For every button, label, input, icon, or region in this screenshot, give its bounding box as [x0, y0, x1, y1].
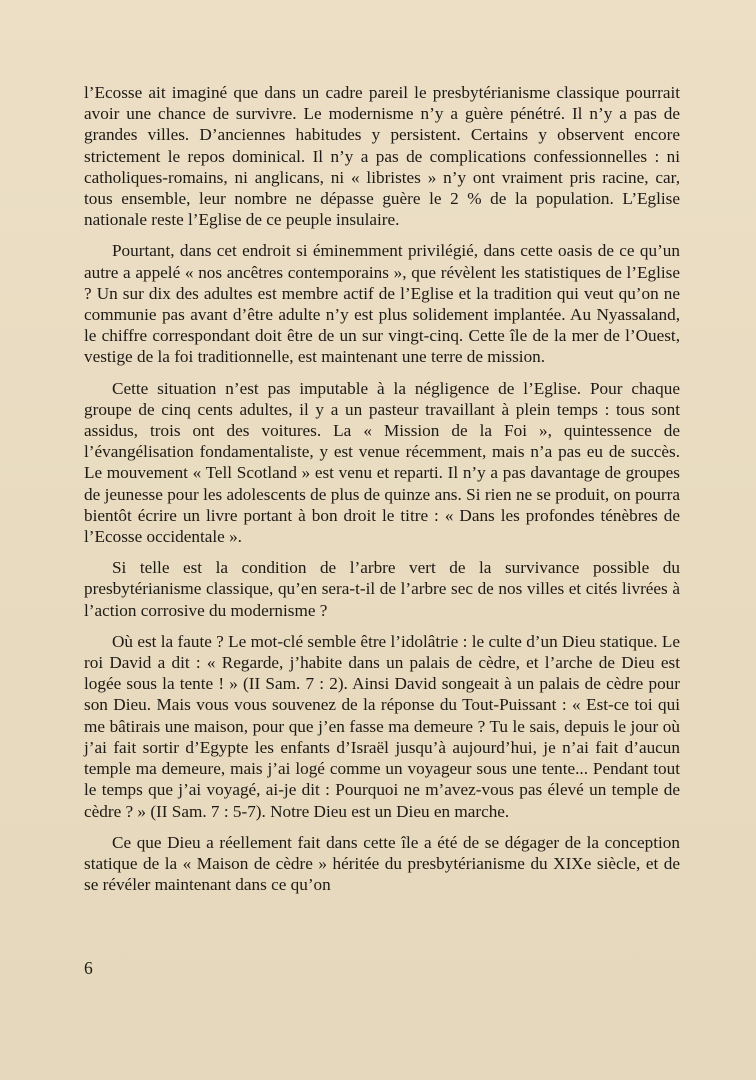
paragraph-5: Où est la faute ? Le mot-clé semble être l’idolâtrie : le culte d’un Dieu statique. Le roi David a dit : « Regarde, j’habite dans un palais de cèdre, et l’arche de Dieu est logée sous la tente ! » (II Sam. 7 : 2). Ainsi David songeait à un palais de cèdre pour son Dieu. Mais vous vous souvenez de la réponse du Tout-Puissant : « Est-ce toi qui me bâtirais une maison, pour que j’en fasse ma demeure ? Tu le sais, depuis le jour où j’ai fait sortir d’Egypte les enfants d’Israël jusqu’à aujourd’hui, je n’ai fait d’aucun temple ma demeure, mais j’ai logé comme un voyageur sous une tente... Pendant tout le temps que j’ai voyagé, ai-je dit : Pourquoi ne m’avez-vous pas élevé un temple de cèdre ? » (II Sam. 7 : 5-7). Notre Dieu est un Dieu en marche.	[84, 631, 680, 821]
paragraph-2: Pourtant, dans cet endroit si éminemment privilégié, dans cette oasis de ce qu’un autre a appelé « nos ancêtres contemporains », que révèlent les statistiques de l’Eglise ? Un sur dix des adultes est membre actif de l’Eglise et la tradition qui veut qu’on ne communie pas avant d’être adulte n’y est plus solidement implantée. Au Nyassaland, le chiffre correspondant doit être de un sur vingt-cinq. Cette île de la mer de l’Ouest, vestige de la foi traditionnelle, est maintenant une terre de mission.	[84, 241, 680, 367]
paragraph-3: Cette situation n’est pas imputable à la négligence de l’Eglise. Pour chaque groupe de cinq cents adultes, il y a un pasteur travaillant à plein temps : tous sont assidus, trois ont des voitures. La « Mission de la Foi », quintessence de l’évangélisation fondamentaliste, y est venue récemment, mais n’a pas eu de succès. Le mouvement « Tell Scotland » est venu et reparti. Il n’y a pas davantage de groupes de jeunesse pour les adolescents de plus de quinze ans. Si rien ne se produit, on pourra bientôt écrire un livre portant à bon droit le titre : « Dans les profondes ténèbres de l’Ecosse occidentale ».	[84, 378, 680, 547]
page-number: 6	[84, 958, 93, 978]
paragraph-4: Si telle est la condition de l’arbre vert de la survivance possible du presbytérianisme classique, qu’en sera-t-il de l’arbre sec de nos villes et cités livrées à l’action corrosive du modernisme ?	[84, 558, 680, 620]
paragraph-6: Ce que Dieu a réellement fait dans cette île a été de se dégager de la conception statique de la « Maison de cèdre » héritée du presbytérianisme du XIXe siècle, et de se révéler maintenant dans ce qu’on	[84, 832, 680, 895]
body-text	[84, 82, 680, 905]
paragraph-1: l’Ecosse ait imaginé que dans un cadre pareil le presbytérianisme classique pourrait avoir une chance de survivre. Le modernisme n’y a guère pénétré. Il n’y a pas de grandes villes. D’anciennes habitudes y persistent. Certains y observent encore strictement le repos dominical. Il n’y a pas de complications confessionnelles : ni catholiques-romains, ni anglicans, ni « libristes » n’y ont vraiment pris racine, car, tous ensemble, leur nombre ne dépasse guère le 2 % de la population. L’Eglise nationale reste l’Eglise de ce peuple insulaire.	[84, 83, 680, 230]
